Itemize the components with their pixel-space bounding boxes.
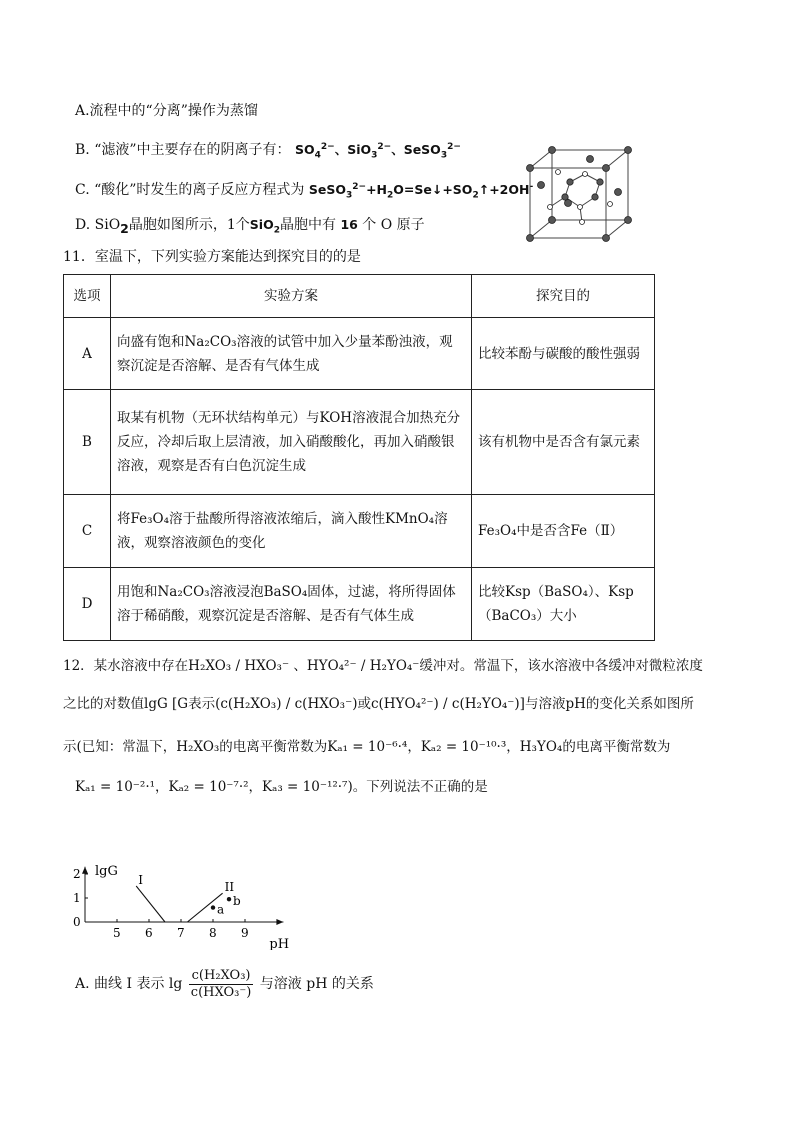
table-row [64, 495, 655, 568]
option-d: D. SiO$_2$晶胞如图所示，1个SiO$_2$晶胞中有 16 个 O 原子 [75, 217, 425, 236]
experiment-table [63, 274, 655, 641]
q12-line2: 之比的对数值lgG [G表示(c(H₂XO₃) / c(HXO₃⁻)或c(HYO₄²⁻) / c(H₂YO₄⁻)]与溶液pH的变化关系如图所 [63, 696, 694, 712]
y-tick-label: 2 [73, 867, 81, 881]
fraction-denominator: c(HXO₃⁻) [190, 984, 252, 1000]
point-b [227, 897, 231, 901]
q12-line4: Kₐ₁ = 10⁻²·¹，Kₐ₂ = 10⁻⁷·²，Kₐ₃ = 10⁻¹²·⁷)。下列说法不正确的是 [75, 779, 488, 795]
row-plan: 取某有机物（无环状结构单元）与KOH溶液混合加热充分反应，冷却后取上层清液，加入硝酸酸化，再加入硝酸银溶液，观察是否有白色沉淀生成 [111, 390, 472, 495]
table-row [64, 318, 655, 390]
row-plan: 将Fe₃O₄溶于盐酸所得溶液浓缩后，滴入酸性KMnO₄溶液，观察溶液颜色的变化 [111, 495, 472, 568]
option-a: A.流程中的“分离”操作为蒸馏 [75, 103, 258, 119]
row-option: D [64, 568, 111, 641]
series-line-I [136, 886, 165, 922]
x-axis-label: pH [269, 937, 290, 950]
row-goal: 比较Ksp（BaSO₄）、Ksp（BaCO₃）大小 [472, 568, 655, 641]
row-option: C [64, 495, 111, 568]
x-tick-label: 5 [113, 926, 121, 940]
row-goal: 比较苯酚与碳酸的酸性强弱 [472, 318, 655, 390]
x-tick-label: 7 [177, 926, 185, 940]
ion-formulas-b: $SO_4^{2-}$、SiO$_3^{2-}$、SeSO$_3^{2-}$ [294, 141, 461, 161]
row-plan: 用饱和Na₂CO₃溶液浸泡BaSO₄固体，过滤，将所得固体溶于稀硝酸，观察沉淀是否溶解、是否有气体生成 [111, 568, 472, 641]
point-label-a: a [217, 902, 225, 917]
table-header-row [64, 275, 655, 318]
col-header-goal: 探究目的 [472, 275, 655, 318]
row-goal: 该有机物中是否含有氯元素 [472, 390, 655, 495]
y-tick-label: 0 [73, 915, 81, 929]
sio2-unit-cell-figure [520, 142, 650, 247]
y-axis-arrow [82, 867, 88, 874]
option-d-prefix: D. SiO [75, 217, 121, 233]
table-row [64, 390, 655, 495]
x-tick-label: 9 [241, 926, 249, 940]
x-tick-label: 6 [145, 926, 153, 940]
fraction-numerator: c(H₂XO₃) [189, 968, 254, 985]
option-b-prefix: B. “滤液”中主要存在的阴离子有： [75, 142, 291, 158]
point-a [211, 905, 215, 909]
option-a-prefix: A. 曲线 I 表示 lg [75, 976, 183, 992]
x-axis-arrow [276, 919, 283, 925]
row-option: A [64, 318, 111, 390]
y-tick-label: 1 [73, 891, 81, 905]
series-label-II: II [224, 880, 235, 895]
row-plan: 向盛有饱和Na₂CO₃溶液的试管中加入少量苯酚浊液，观察沉淀是否溶解、是否有气体生成 [111, 318, 472, 390]
option-b [75, 140, 461, 160]
ion-equation-c: $SeSO_3^{2-}+H_2O=Se↓+SO_2↑+2OH^-$ [308, 181, 534, 201]
x-tick-label: 8 [209, 926, 217, 940]
option-c-prefix: C. “酸化”时发生的离子反应方程式为 [75, 182, 305, 198]
col-header-option: 选项 [64, 275, 111, 318]
table-row [64, 568, 655, 641]
col-header-plan: 实验方案 [111, 275, 472, 318]
option-c [75, 180, 533, 200]
q11-stem: 11．室温下，下列实验方案能达到探究目的的是 [63, 249, 361, 265]
q12-option-a [75, 962, 374, 1006]
q12-line3: 示(已知：常温下，H₂XO₃的电离平衡常数为Kₐ₁ = 10⁻⁶·⁴，Kₐ₂ = 10⁻¹⁰·³，H₃YO₄的电离平衡常数为 [63, 739, 671, 755]
option-a-suffix: 与溶液 pH 的关系 [259, 976, 374, 992]
y-axis-label: lgG [95, 863, 118, 879]
lgg-ph-chart [70, 810, 310, 950]
row-goal: Fe₃O₄中是否含Fe（Ⅱ） [472, 495, 655, 568]
series-label-I: I [138, 873, 143, 887]
q12-line1: 12．某水溶液中存在H₂XO₃ / HXO₃⁻ 、HYO₄²⁻ / H₂YO₄⁻缓冲对。常温下，该水溶液中各缓冲对微粒浓度 [63, 658, 703, 674]
row-option: B [64, 390, 111, 495]
point-label-b: b [233, 894, 241, 909]
option-a-fraction [189, 968, 254, 1001]
